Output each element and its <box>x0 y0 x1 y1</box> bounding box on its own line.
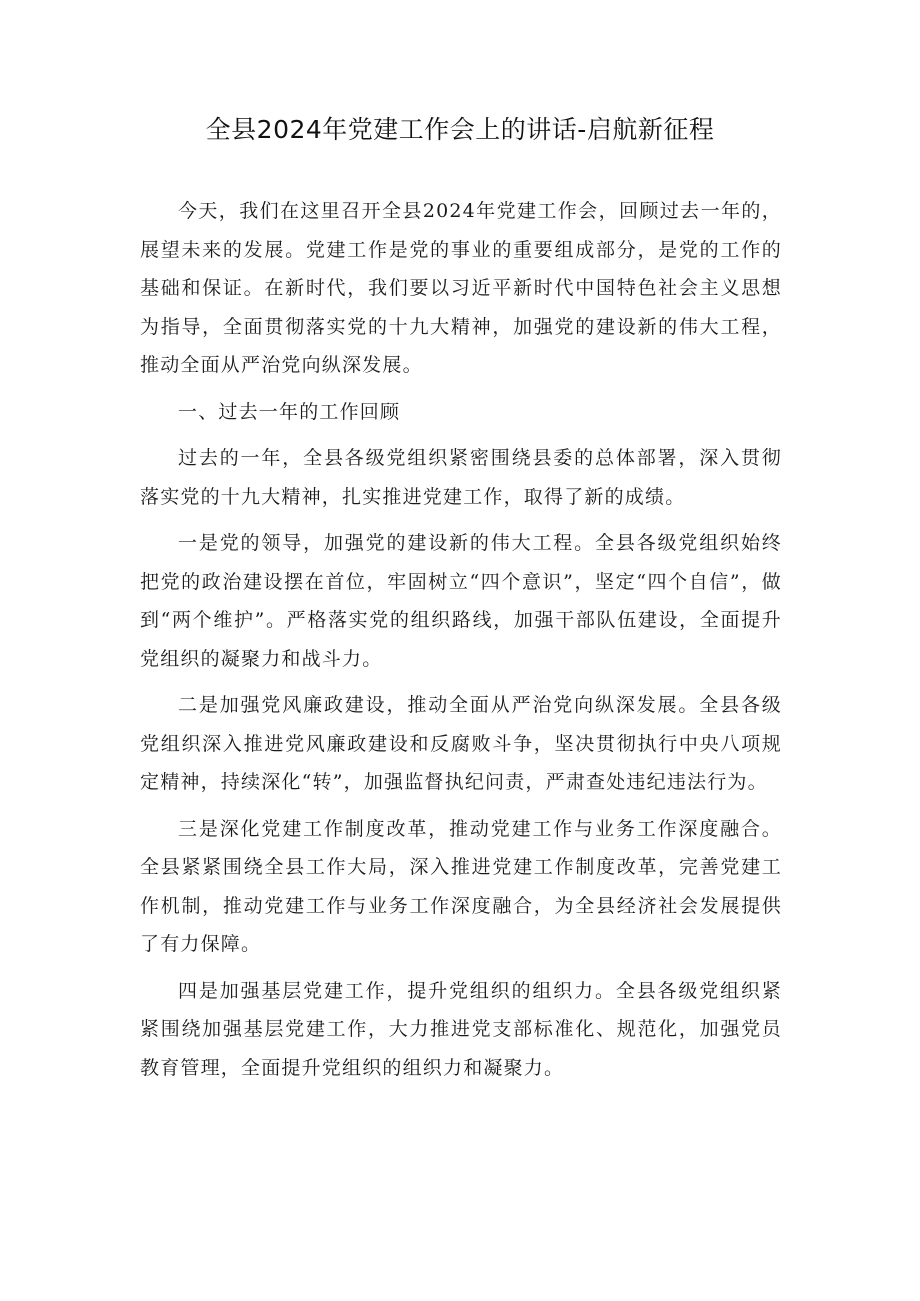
paragraph-intro: 今天，我们在这里召开全县2024年党建工作会，回顾过去一年的，展望未来的发展。党建工作是党的事业的重要组成部分，是党的工作的基础和保证。在新时代，我们要以习近平新时代中国特色社会主义思想为指导，全面贯彻落实党的十九大精神，加强党的建设新的伟大工程，推动全面从严治党向纵深发展。 <box>140 200 782 376</box>
document-body <box>140 192 782 1095</box>
paragraph-point-two: 二是加强党风廉政建设，推动全面从严治党向纵深发展。全县各级党组织深入推进党风廉政建设和反腐败斗争，坚决贯彻执行中央八项规定精神，持续深化“转”，加强监督执纪问责，严肃查处违纪违法行为。 <box>140 694 782 793</box>
paragraph-review-summary: 过去的一年，全县各级党组织紧密围绕县委的总体部署，深入贯彻落实党的十九大精神，扎实推进党建工作，取得了新的成绩。 <box>140 447 782 508</box>
paragraph-point-four: 四是加强基层党建工作，提升党组织的组织力。全县各级党组织紧紧围绕加强基层党建工作，大力推进党支部标准化、规范化，加强党员教育管理，全面提升党组织的组织力和凝聚力。 <box>140 979 782 1079</box>
paragraph-point-three: 三是深化党建工作制度改革，推动党建工作与业务工作深度融合。全县紧紧围绕全县工作大局，深入推进党建工作制度改革，完善党建工作机制，推动党建工作与业务工作深度融合，为全县经济社会发展提供了有力保障。 <box>140 817 782 955</box>
paragraph-point-one: 一是党的领导，加强党的建设新的伟大工程。全县各级党组织始终把党的政治建设摆在首位，牢固树立“四个意识”，坚定“四个自信”，做到“两个维护”。严格落实党的组织路线，加强干部队伍建设，全面提升党组织的凝聚力和战斗力。 <box>140 532 782 670</box>
section-heading: 一、过去一年的工作回顾 <box>178 400 401 423</box>
document-title: 全县2024年党建工作会上的讲话-启航新征程 <box>205 115 715 144</box>
